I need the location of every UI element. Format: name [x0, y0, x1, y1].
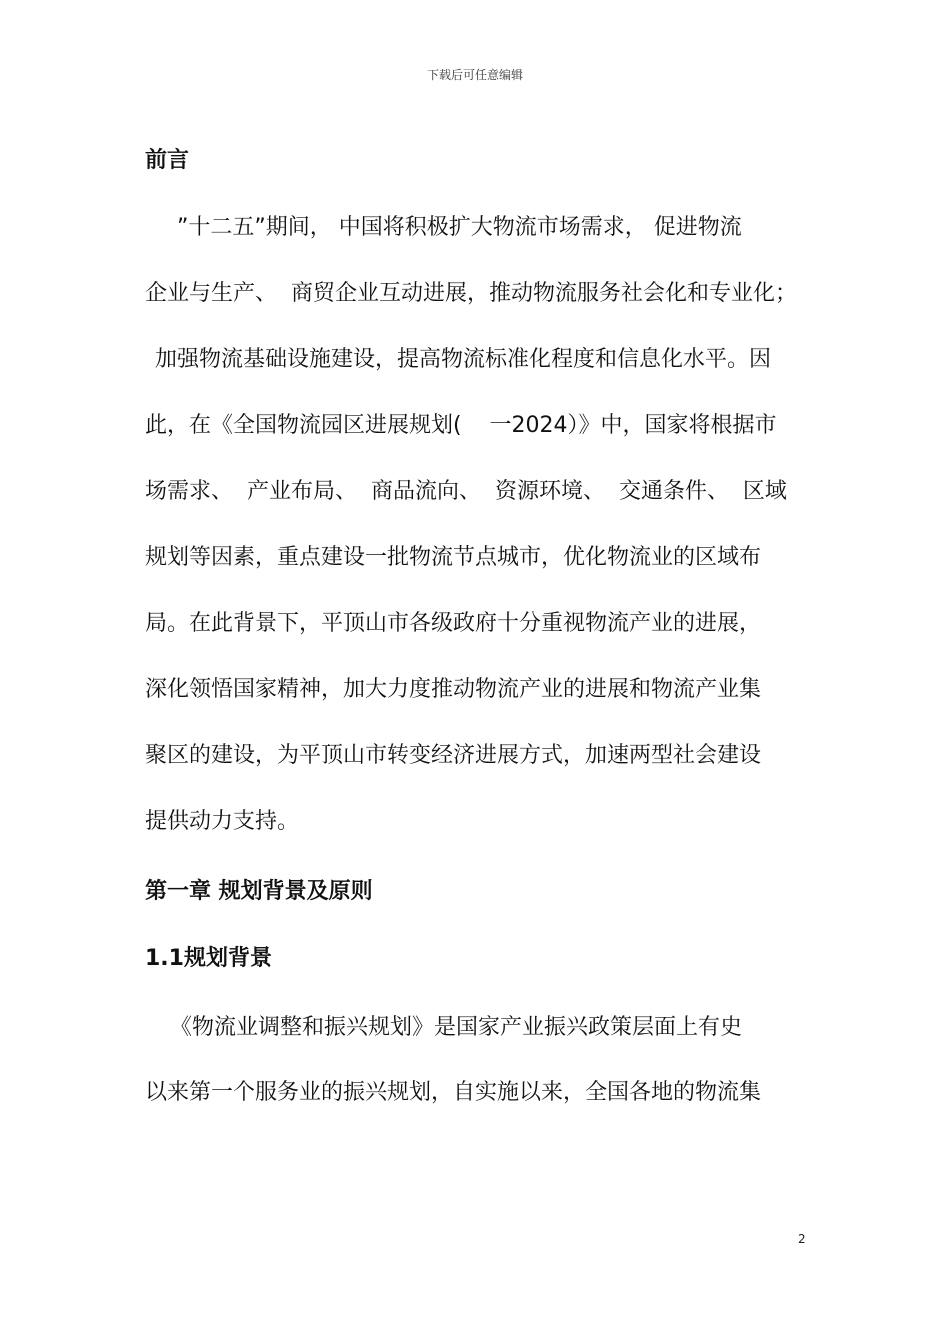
paragraph-line: 此，在《全国物流园区进展规划( 一2024）》中，国家将根据市 [145, 413, 777, 438]
paragraph-line: 企业与生产、 商贸企业互动进展，推动物流服务社会化和专业化； [145, 281, 797, 306]
subsection-heading: 1.1规划背景 [145, 946, 272, 971]
paragraph-line: 场需求、 产业布局、 商品流向、 资源环境、 交通条件、 区域 [145, 479, 787, 504]
chapter-heading: 第一章 规划背景及原则 [145, 879, 373, 904]
paragraph-line: 提供动力支持。 [145, 809, 300, 834]
preface-heading: 前言 [145, 148, 190, 173]
paragraph-line: 深化领悟国家精神，加大力度推动物流产业的进展和物流产业集 [145, 677, 762, 702]
paragraph-line: 聚区的建设，为平顶山市转变经济进展方式，加速两型社会建设 [145, 743, 762, 768]
paragraph-line: 局。在此背景下，平顶山市各级政府十分重视物流产业的进展， [145, 611, 762, 636]
page-number: 2 [798, 1232, 806, 1246]
paragraph-line: 规划等因素，重点建设一批物流节点城市，优化物流业的区域布 [145, 545, 762, 570]
paragraph-line: ”十二五”期间， 中国将积极扩大物流市场需求， 促进物流 [177, 215, 742, 240]
paragraph-line: 《物流业调整和振兴规划》是国家产业振兴政策层面上有史 [170, 1015, 743, 1040]
paragraph-line: 以来第一个服务业的振兴规划，自实施以来，全国各地的物流集 [145, 1080, 762, 1105]
header-note: 下载后可任意编辑 [426, 68, 523, 82]
paragraph-line: 加强物流基础设施建设，提高物流标准化程度和信息化水平。因 [155, 347, 772, 372]
